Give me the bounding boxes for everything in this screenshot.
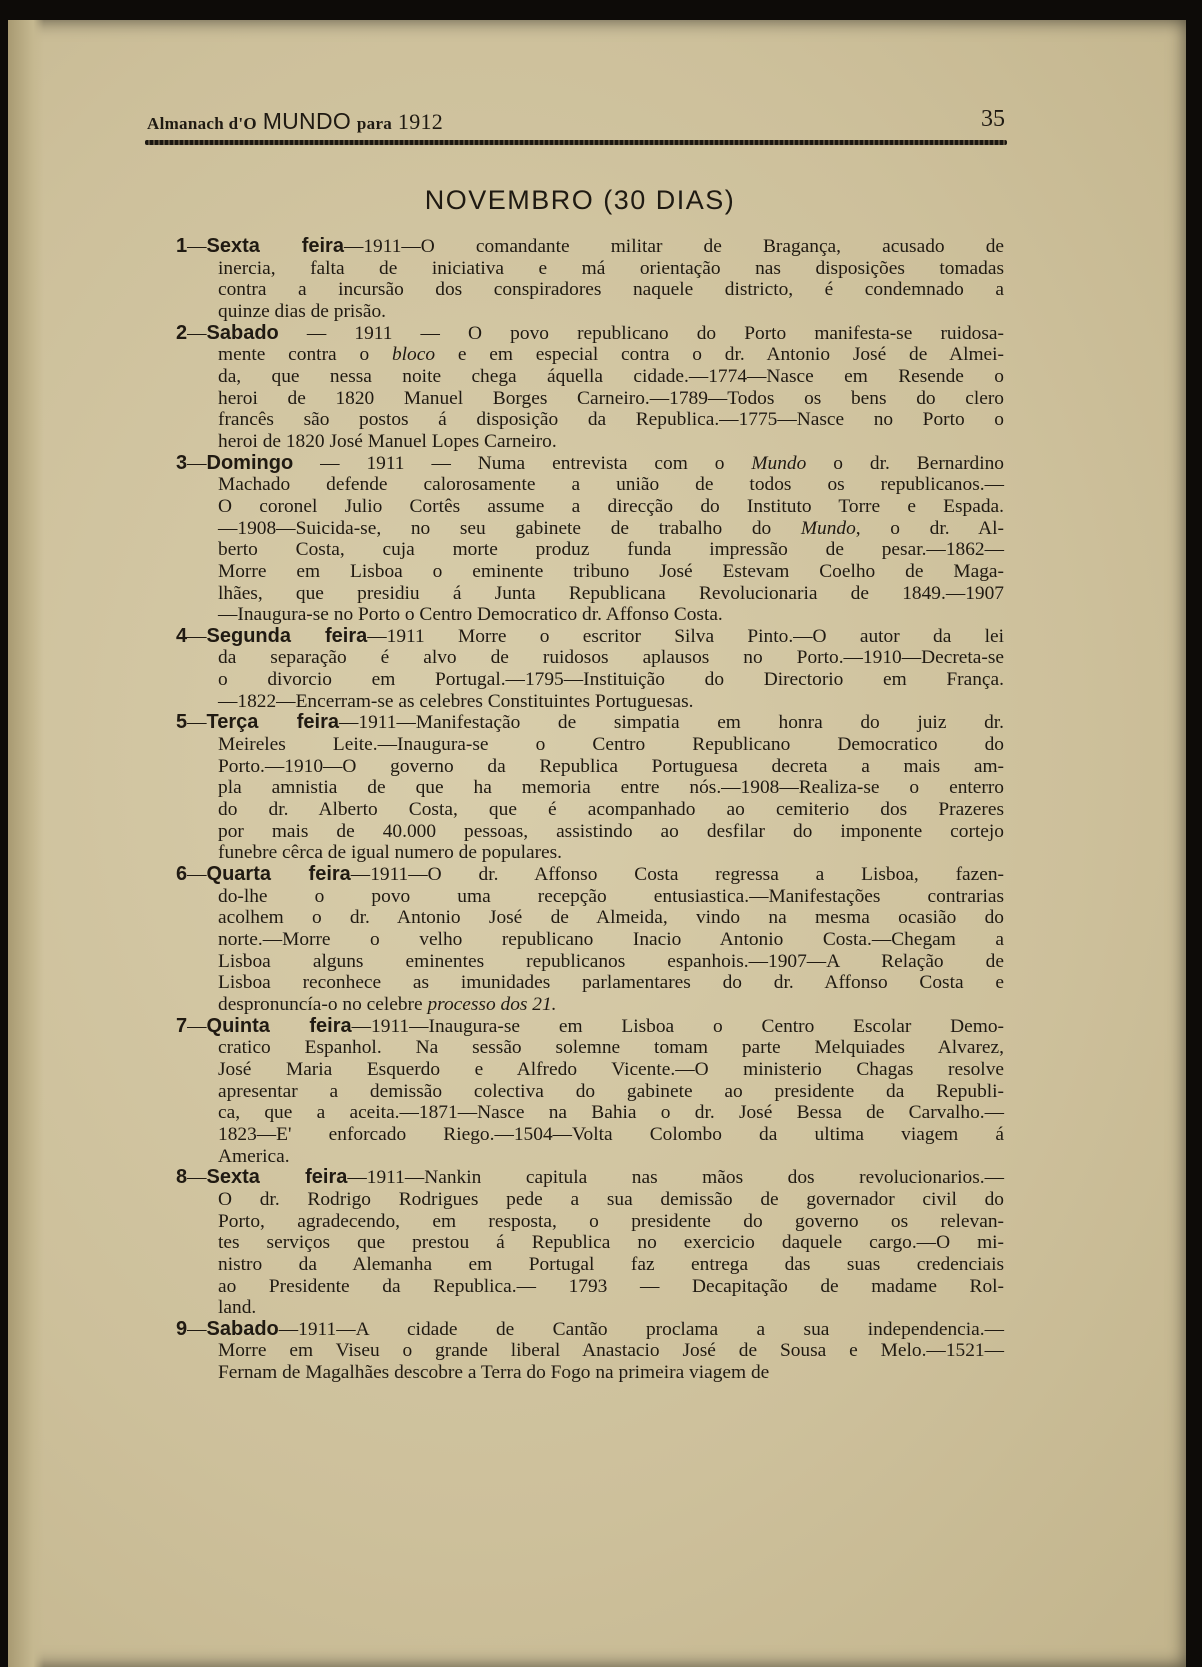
entry-day-1	[176, 236, 1004, 323]
entry-line: 9—Sabado—1911—A cidade de Cantão proclama a sua independencia.—	[176, 1317, 1004, 1340]
entry-line: do-lhe o povo uma recepção entusiastica.—Manifestações contrarias	[218, 885, 1004, 907]
entry-day-8	[176, 1167, 1004, 1319]
page-gutter	[8, 20, 44, 1667]
entry-line: do dr. Alberto Costa, que é acompanhado ao cemiterio dos Prazeres	[218, 799, 1004, 821]
entry-line: O dr. Rodrigo Rodrigues pede a sua demissão de governador civil do	[218, 1188, 1004, 1210]
entry-day-3	[176, 453, 1004, 626]
entry-day-7	[176, 1016, 1004, 1168]
entry-line: Lisboa alguns eminentes republicanos espanhois.—1907—A Relação de	[218, 950, 1004, 972]
entry-line: 2—Sabado — 1911 — O povo republicano do Porto manifesta-se ruidosa-	[176, 321, 1004, 344]
day-number: 4	[176, 624, 188, 647]
almanac-title	[147, 108, 443, 135]
calendar-entries	[176, 236, 1004, 1384]
entry-line: Lisboa reconhece as imunidades parlamentares do dr. Affonso Costa e	[218, 972, 1004, 994]
entry-line: —Inaugura-se no Porto o Centro Democratico dr. Affonso Costa.	[218, 604, 723, 626]
entry-line: 5—Terça feira—1911—Manifestação de simpatia em honra do juiz dr.	[176, 711, 1004, 734]
entry-line: acolhem o dr. Antonio José de Almeida, vindo na mesma ocasião do	[218, 907, 1004, 929]
entry-line: ca, que a aceita.—1871—Nasce na Bahia o dr. José Bessa de Carvalho.—	[218, 1102, 1004, 1124]
title-year: 1912	[397, 109, 444, 134]
day-number: 6	[176, 863, 188, 886]
entry-day-4	[176, 626, 1004, 713]
entry-line: Morre em Viseu o grande liberal Anastacio José de Sousa e Melo.—1521—	[218, 1340, 1004, 1362]
entry-text: —1911—O comandante militar de Bragança, acusado de	[343, 236, 1005, 257]
entry-line: francês são postos á disposição da Republica.—1775—Nasce no Porto o	[218, 409, 1004, 431]
entry-line: Meireles Leite.—Inaugura-se o Centro Republicano Democratico do	[218, 734, 1004, 756]
entry-line: apresentar a demissão colectiva do gabinete ao presidente da Republi-	[218, 1080, 1004, 1102]
entry-text: —1911—Manifestação de simpatia em honra do juiz dr.	[339, 712, 1004, 734]
entry-line: Machado defende calorosamente a união de todos os republicanos.—	[218, 474, 1004, 496]
entry-line: funebre cêrca de igual numero de populares.	[218, 842, 563, 864]
day-number: 5	[176, 711, 188, 734]
entry-text: —1911—Inaugura-se em Lisboa o Centro Escolar Demo-	[351, 1015, 1004, 1037]
entry-line: —1908—Suicida-se, no seu gabinete de trabalho do Mundo, o dr. Al-	[218, 517, 1004, 539]
entry-line: tes serviços que prestou á Republica no exercicio daquele cargo.—O mi-	[218, 1232, 1004, 1254]
entry-line: pla amnistia de que ha memoria entre nós.—1908—Realiza-se o enterro	[218, 777, 1004, 799]
entry-line: Fernam de Magalhães descobre a Terra do Fogo na primeira viagem de	[218, 1362, 770, 1384]
entry-line: contra a incursão dos conspiradores naquele districto, é condemnado a	[218, 279, 1004, 301]
entry-day-2	[176, 323, 1004, 453]
entry-line: ao Presidente da Republica.— 1793 — Decapitação de madame Rol-	[218, 1275, 1004, 1297]
entry-line: Morre em Lisboa o eminente tribuno José Estevam Coelho de Maga-	[218, 560, 1004, 582]
title-prefix: Almanach d'O	[147, 114, 257, 133]
entry-text: —1911 Morre o escritor Silva Pinto.—O autor da lei	[367, 625, 1004, 647]
day-number: 8	[176, 1166, 188, 1189]
entry-line: da, que nessa noite chega áquella cidade.—1774—Nasce em Resende o	[218, 365, 1004, 387]
entry-line: Porto.—1910—O governo da Republica Portuguesa decreta a mais am-	[218, 755, 1004, 777]
weekday-name: Quarta feira	[206, 863, 351, 886]
entry-line: norte.—Morre o velho republicano Inacio Antonio Costa.—Chegam a	[218, 929, 1004, 950]
entry-text: —1911—O dr. Affonso Costa regressa a Lisboa, fazen-	[350, 864, 1005, 886]
entry-line: —1822—Encerram-se as celebres Constituintes Portuguesas.	[218, 690, 694, 712]
weekday-name: Sabado	[206, 321, 279, 344]
day-number: 1	[176, 235, 188, 257]
entry-line: inercia, falta de iniciativa e má orientação nas disposições tomadas	[218, 257, 1004, 279]
day-number: 9	[176, 1317, 188, 1340]
day-number: 3	[176, 451, 188, 474]
entry-line: heroi de 1820 Manuel Borges Carneiro.—1789—Todos os bens do clero	[218, 387, 1004, 409]
entry-day-9	[176, 1319, 1004, 1384]
entry-day-5	[176, 712, 1004, 864]
entry-line: José Maria Esquerdo e Alfredo Vicente.—O ministerio Chagas resolve	[218, 1058, 1004, 1080]
weekday-name: Terça feira	[206, 711, 339, 734]
entry-line: O coronel Julio Cortês assume a direcção do Instituto Torre e Espada.	[218, 495, 1004, 517]
entry-text: — 1911 — Numa entrevista com o Mundo o dr. Bernardino	[293, 452, 1005, 474]
entry-line: Porto, agradecendo, em resposta, o presidente do governo os relevan-	[218, 1210, 1004, 1232]
month-title: NOVEMBRO (30 DIAS)	[424, 185, 736, 215]
entry-line: 3—Domingo — 1911 — Numa entrevista com o Mundo o dr. Bernardino	[176, 451, 1005, 474]
weekday-name: Segunda feira	[206, 624, 368, 647]
entry-line: lhães, que presidiu á Junta Republicana Revolucionaria de 1849.—1907	[218, 582, 1004, 604]
entry-line: cratico Espanhol. Na sessão solemne tomam parte Melquiades Alvarez,	[218, 1037, 1004, 1059]
day-number: 2	[176, 321, 188, 344]
entry-line: quinze dias de prisão.	[218, 300, 387, 322]
entry-text: —1911—A cidade de Cantão proclama a sua independencia.—	[278, 1318, 1004, 1340]
entry-line: 1823—E' enforcado Riego.—1504—Volta Colombo da ultima viagem á	[218, 1123, 1004, 1145]
entry-line: 8—Sexta feira—1911—Nankin capitula nas mãos dos revolucionarios.—	[176, 1166, 1004, 1189]
weekday-name: Sabado	[206, 1317, 279, 1340]
page-number: 35	[981, 106, 1005, 132]
entry-line: 6—Quarta feira—1911—O dr. Affonso Costa regressa a Lisboa, fazen-	[176, 863, 1005, 886]
entry-line: por mais de 40.000 pessoas, assistindo ao desfilar do imponente cortejo	[218, 820, 1004, 842]
entry-line: 4—Segunda feira—1911 Morre o escritor Silva Pinto.—O autor da lei	[176, 624, 1004, 647]
entry-line: mente contra o bloco e em especial contra o dr. Antonio José de Almei-	[218, 344, 1004, 366]
entry-line: despronuncía-o no celebre processo dos 21.	[218, 993, 557, 1015]
entry-text: —1911—Nankin capitula nas mãos dos revolucionarios.—	[347, 1167, 1004, 1189]
entry-line: 1—Sexta feira—1911—O comandante militar de Bragança, acusado de	[176, 235, 1005, 257]
entry-line: land.	[218, 1297, 257, 1319]
entry-line: berto Costa, cuja morte produz funda impressão de pesar.—1862—	[218, 539, 1004, 561]
weekday-name: Domingo	[206, 451, 294, 474]
entry-line: America.	[218, 1145, 290, 1167]
entry-line: o divorcio em Portugal.—1795—Instituição do Directorio em França.	[218, 669, 1004, 691]
entry-line: 7—Quinta feira—1911—Inaugura-se em Lisboa o Centro Escolar Demo-	[176, 1014, 1004, 1037]
header-rule	[145, 140, 1007, 145]
title-mundo: MUNDO	[262, 108, 352, 134]
entry-text: — 1911 — O povo republicano do Porto manifesta-se ruidosa-	[278, 322, 1004, 344]
weekday-name: Sexta feira	[206, 1166, 348, 1189]
entry-line: nistro da Alemanha em Portugal faz entrega das suas credenciais	[218, 1253, 1004, 1275]
weekday-name: Quinta feira	[206, 1014, 352, 1037]
weekday-name: Sexta feira	[206, 235, 344, 257]
title-para: para	[356, 114, 393, 133]
entry-line: heroi de 1820 José Manuel Lopes Carneiro.	[218, 430, 557, 452]
running-header	[147, 104, 1005, 136]
entry-day-6	[176, 864, 1004, 1016]
entry-line: da separação é alvo de ruidosos aplausos no Porto.—1910—Decreta-se	[218, 647, 1004, 669]
day-number: 7	[176, 1014, 188, 1037]
